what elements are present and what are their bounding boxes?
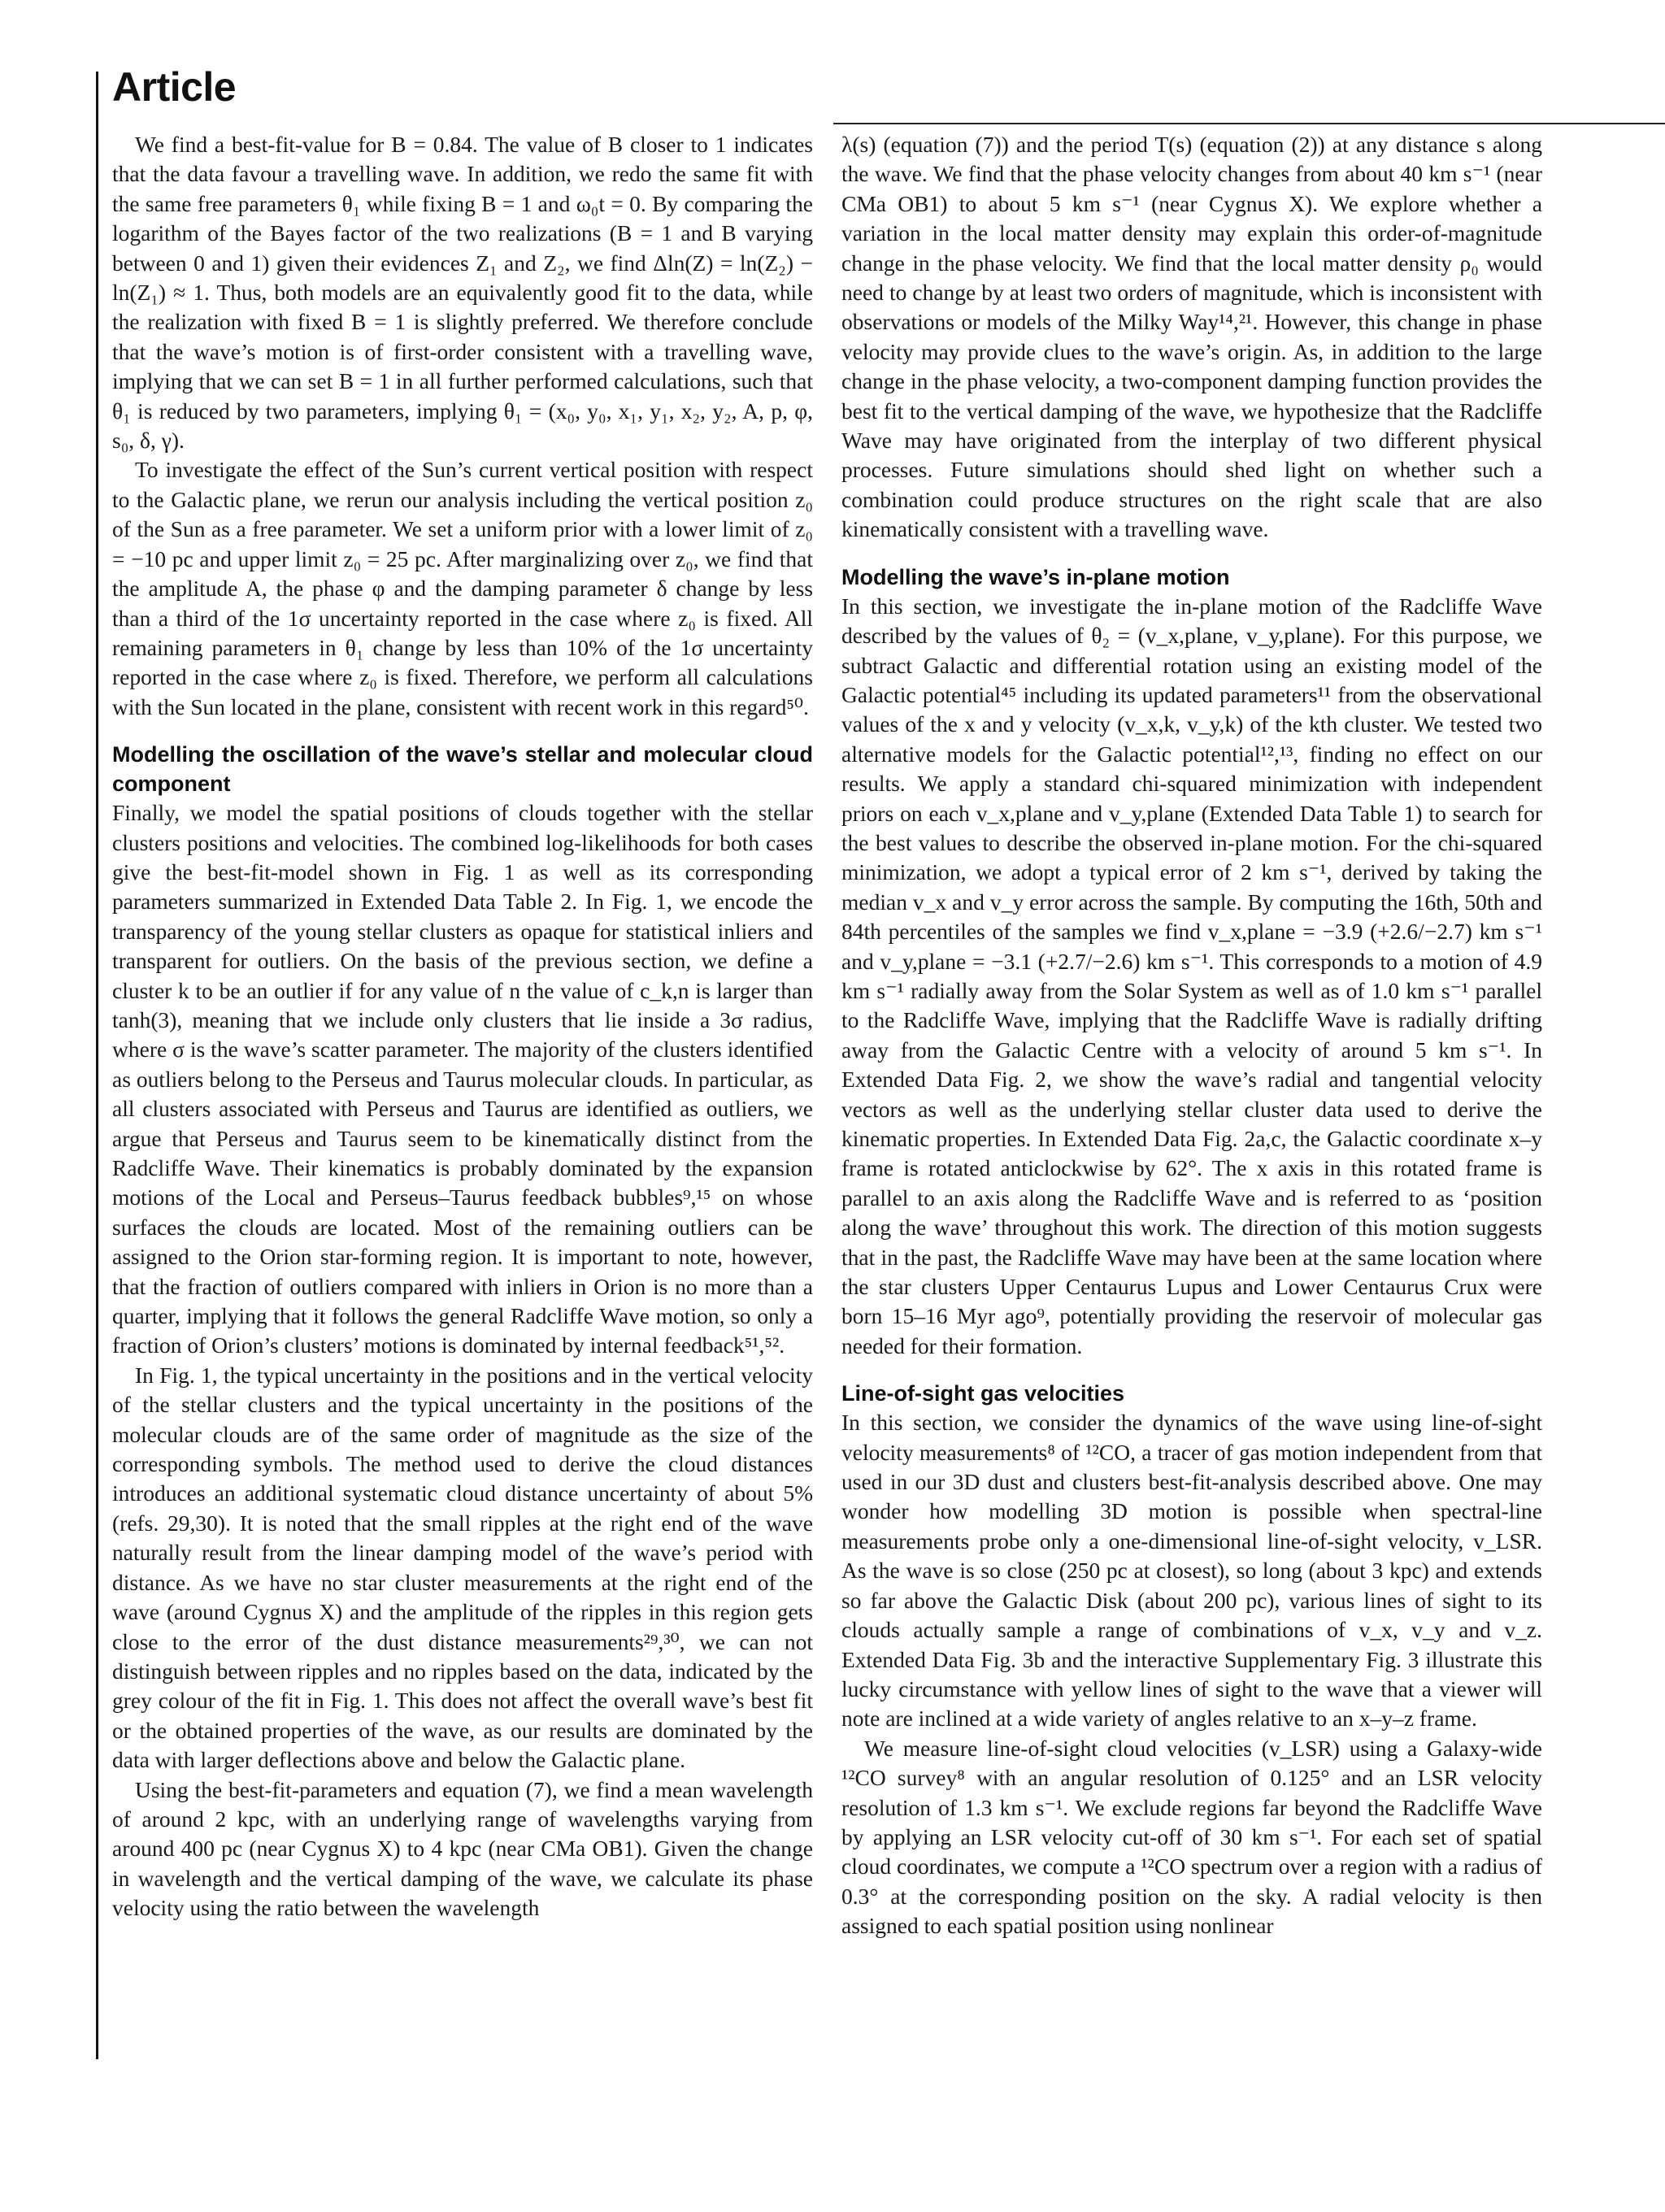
paragraph: In this section, we investigate the in-plane motion of the Radcliffe Wave described by the values of θ₂ = (v_x,plane, v_y,plane). For this purpose, we subtract Galactic and differential rotation using an existing model of the Galactic potential⁴⁵ including its updated parameters¹¹ from the observational values of the x and y velocity (v_x,k, v_y,k) of the kth cluster. We tested two alternative models for the Galactic potential¹²,¹³, finding no effect on our results. We apply a standard chi-squared minimization with independent priors on each v_x,plane and v_y,plane (Extended Data Table 1) to search for the best values to describe the observed in-plane motion. For the chi-squared minimization, we adopt a typical error of 2 km s⁻¹, derived by taking the median v_x and v_y error across the sample. By computing the 16th, 50th and 84th percentiles of the samples we find v_x,plane = −3.9 (+2.6/−2.7) km s⁻¹ and v_y,plane = −3.1 (+2.7/−2.6) km s⁻¹. This corresponds to a motion of 4.9 km s⁻¹ radially away from the Solar System as well as of 1.0 km s⁻¹ parallel to the Radcliffe Wave, implying that the Radcliffe Wave is radially drifting away from the Galactic Centre with a velocity of around 5 km s⁻¹. In Extended Data Fig. 2, we show the wave’s radial and tangential velocity vectors as well as the underlying stellar cluster data used to derive the kinematic properties. In Extended Data Fig. 2a,c, the Galactic coordinate x–y frame is rotated anticlockwise by 62°. The x axis in this rotated frame is parallel to an axis along the Radcliffe Wave and is referred to as ‘position along the wave’ throughout this work. The direction of this motion suggests that in the past, the Radcliffe Wave may have been at the same location where the star clusters Upper Centaurus Lupus and Lower Centaurus Crux were born 15–16 Myr ago⁹, potentially providing the reservoir of molecular gas needed for their formation. [841,593,1542,1358]
paragraph: In Fig. 1, the typical uncertainty in the positions and in the vertical velocity of the stellar clusters and the typical uncertainty in the positions of the molecular clouds are of the same order of magnitude as the size of the corresponding symbols. The method used to derive the cloud distances introduces an additional systematic cloud distance uncertainty of about 5% (refs. 29,30). It is noted that the small ripples at the right end of the wave naturally result from the linear damping model of the wave’s period with distance. As we have no star cluster measurements at the right end of the wave (around Cygnus X) and the amplitude of the ripples in this region gets close to the error of the dust distance measurements²⁹,³⁰, we can not distinguish between ripples and no ripples based on the data, indicated by the grey colour of the fit in Fig. 1. This does not affect the overall wave’s best fit or the obtained properties of the wave, as our results are dominated by the data with larger deflections above and below the Galactic plane. [112,1362,813,1773]
paragraph: We measure line-of-sight cloud velocities (v_LSR) using a Galaxy-wide ¹²CO survey⁸ with an angular resolution of 0.125° and an LSR velocity resolution of 1.3 km s⁻¹. We exclude regions far beyond the Radcliffe Wave by applying an LSR velocity cut-off of 30 km s⁻¹. For each set of spatial cloud coordinates, we compute a ¹²CO spectrum over a region with a radius of 0.3° at the corresponding position on the sky. A radial velocity is then assigned to each spatial position using nonlinear [841,1735,1542,1939]
header-rule [833,123,1665,124]
paragraph: In this section, we consider the dynamics of the wave using line-of-sight velocity measurements⁸ of ¹²CO, a tracer of gas motion independent from that used in our 3D dust and clusters best-fit-analysis described above. One may wonder how modelling 3D motion is possible when spectral-line measurements probe only a one-dimensional line-of-sight velocity, v_LSR. As the wave is so close (250 pc at closest), so long (about 3 kpc) and extends so far above the Galactic Disk (about 200 pc), various lines of sight to its clouds actually sample a range of combinations of v_x, v_y and v_z. Extended Data Fig. 3b and the interactive Supplementary Fig. 3 illustrate this lucky circumstance with yellow lines of sight to the wave that a viewer will note are inclined at a wide variety of angles relative to an x–y–z frame. [841,1410,1542,1732]
section-heading: Modelling the wave’s in-plane motion [841,564,1230,589]
section-heading: Line-of-sight gas velocities [841,1381,1125,1406]
section-label: Article [112,64,237,110]
paragraph: To investigate the effect of the Sun’s current vertical position with respect to the Galactic plane, we rerun our analysis including the vertical position z₀ of the Sun as a free parameter. We set a uniform prior with a lower limit of z₀ = −10 pc and upper limit z₀ = 25 pc. After marginalizing over z₀, we find that the amplitude A, the phase φ and the damping parameter δ change by less than a third of the 1σ uncertainty reported in the case where z₀ is fixed. All remaining parameters in θ₁ change by less than 10% of the 1σ uncertainty reported in the case where z₀ is fixed. Therefore, we perform all calculations with the Sun located in the plane, consistent with recent work in this regard⁵⁰. [112,457,813,719]
paragraph: Finally, we model the spatial positions of clouds together with the stellar clusters positions and velocities. The combined log-likelihoods for both cases give the best-fit-model shown in Fig. 1 as well as its corresponding parameters summarized in Extended Data Table 2. In Fig. 1, we encode the transparency of the young stellar clusters as opaque for statistical inliers and transparent for outliers. On the basis of the previous section, we define a cluster k to be an outlier if for any value of n the value of c_k,n is larger than tanh(3), meaning that we include only clusters that lie inside a 3σ radius, where σ is the wave’s scatter parameter. The majority of the clusters identified as outliers belong to the Perseus and Taurus molecular clouds. In particular, as all clusters associated with Perseus and Taurus are identified as outliers, we argue that Perseus and Taurus seem to be kinematically distinct from the Radcliffe Wave. Their kinematics is probably dominated by the expansion motions of the Local and Perseus–Taurus feedback bubbles⁹,¹⁵ on whose surfaces the clouds are located. Most of the remaining outliers can be assigned to the Orion star-forming region. It is important to note, however, that the fraction of outliers compared with inliers in Orion is no more than a quarter, implying that it follows the general Radcliffe Wave motion, so only a fraction of Orion’s clusters’ motions is dominated by internal feedback⁵¹,⁵². [112,800,813,1358]
paragraph: Using the best-fit-parameters and equation (7), we find a mean wavelength of around 2 kpc, with an underlying range of wavelengths varying from around 400 pc (near Cygnus X) to 4 kpc (near CMa OB1). Given the change in wavelength and the vertical damping of the wave, we calculate its phase velocity using the ratio between the wavelength [112,1776,813,1921]
left-margin-rule [96,72,98,2059]
section-heading: Modelling the oscillation of the wave’s stellar and molecular cloud component [112,742,813,797]
left-column [112,130,813,1923]
paragraph: λ(s) (equation (7)) and the period T(s) (equation (2)) at any distance s along the wave. We find that the phase velocity changes from about 40 km s⁻¹ (near CMa OB1) to about 5 km s⁻¹ (near Cygnus X). We explore whether a variation in the local matter density may explain this order-of-magnitude change in the phase velocity. We find that the local matter density ρ₀ would need to change by at least two orders of magnitude, which is inconsistent with observations or models of the Milky Way¹⁴,²¹. However, this change in phase velocity may provide clues to the wave’s origin. As, in addition to the large change in the phase velocity, a two-component damping function provides the best fit to the vertical damping of the wave, we hypothesize that the Radcliffe Wave may have originated from the interplay of two different physical processes. Future simulations should shed light on whether such a combination could produce structures on the right scale that are also kinematically consistent with a travelling wave. [841,132,1542,542]
right-column [841,130,1542,1941]
paragraph: We find a best-fit-value for B = 0.84. The value of B closer to 1 indicates that the data favour a travelling wave. In addition, we redo the same fit with the same free parameters θ₁ while fixing B = 1 and ω₀t = 0. By comparing the logarithm of the Bayes factor of the two realizations (B = 1 and B varying between 0 and 1) given their evidences Z₁ and Z₂, we find Δln(Z) = ln(Z₂) − ln(Z₁) ≈ 1. Thus, both models are an equivalently good fit to the data, while the realization with fixed B = 1 is slightly preferred. We therefore conclude that the wave’s motion is of first-order consistent with a travelling wave, implying that we can set B = 1 in all further performed calculations, such that θ₁ is reduced by two parameters, implying θ₁ = (x₀, y₀, x₁, y₁, x₂, y₂, A, p, φ, s₀, δ, γ). [112,132,813,454]
